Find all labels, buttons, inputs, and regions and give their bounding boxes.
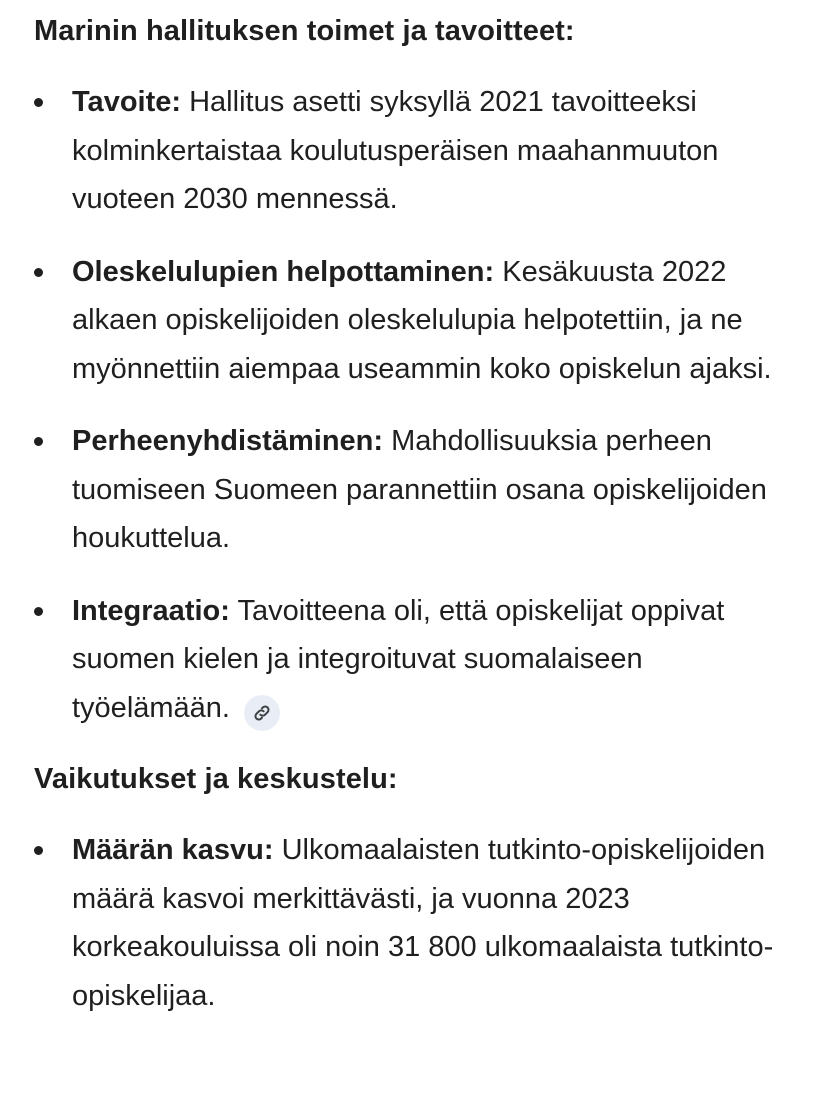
bullet-icon: [34, 437, 43, 446]
item-term: Tavoite:: [72, 86, 182, 118]
section-heading-effects: Vaikutukset ja keskustelu:: [34, 763, 398, 795]
item-text: Mahdollisuuksia perheen tuomiseen Suomeen parannettiin osana opiskelijoiden houkuttelua.: [72, 425, 767, 554]
list-item: [34, 587, 798, 733]
bullet-icon: [34, 268, 43, 277]
link-icon: [252, 703, 272, 723]
list-item: [34, 78, 798, 224]
effects-list: [34, 826, 798, 1020]
section-heading-actions: Marinin hallituksen toimet ja tavoitteet:: [34, 15, 575, 47]
item-term: Perheenyhdistäminen:: [72, 425, 384, 457]
item-text: Hallitus asetti syksyllä 2021 tavoitteeksi kolminkertaistaa koulutusperäisen maahanmuuton vuoteen 2030 mennessä.: [72, 86, 719, 215]
item-term: Integraatio:: [72, 594, 230, 627]
list-item: [34, 248, 798, 394]
item-term: Oleskelulupien helpottaminen:: [72, 255, 495, 288]
item-text: Tavoitteena oli, että opiskelijat oppivat suomen kielen ja integroituvat suomalaiseen työelämään.: [72, 594, 725, 724]
list-item: [34, 417, 798, 563]
item-text: Ulkomaalaisten tutkinto-opiskelijoiden määrä kasvoi merkittävästi, ja vuonna 2023 korkeakouluissa oli noin 31 800 ulkomaalaista tutkinto-opiskelijaa.: [72, 834, 774, 1012]
bullet-icon: [34, 846, 43, 855]
item-text: Kesäkuusta 2022 alkaen opiskelijoiden oleskelulupia helpotettiin, ja ne myönnettiin aiempaa useammin koko opiskelun ajaksi.: [72, 255, 772, 385]
source-link-button[interactable]: [244, 695, 280, 731]
bullet-icon: [34, 98, 43, 107]
list-item: [34, 826, 798, 1020]
bullet-icon: [34, 607, 43, 616]
actions-list: [34, 78, 798, 732]
item-term: Määrän kasvu:: [72, 834, 274, 866]
